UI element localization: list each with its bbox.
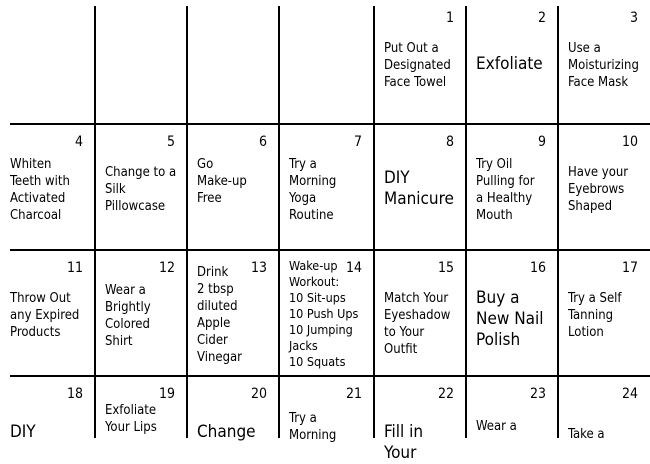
calendar-empty-cell <box>279 0 374 124</box>
day-number: 6 <box>258 134 267 150</box>
calendar-day-cell <box>374 376 466 463</box>
calendar-day-cell <box>187 250 279 376</box>
day-task-text: Exfoliate Your Lips <box>105 403 157 435</box>
calendar-day-cell <box>558 250 650 376</box>
day-task-text: Try a Morning Yoga Routine <box>289 157 337 223</box>
calendar-empty-cell <box>0 0 95 124</box>
day-number: 4 <box>74 134 83 150</box>
calendar-day-cell <box>187 124 279 250</box>
day-number: 5 <box>166 134 175 150</box>
day-number: 22 <box>437 386 454 402</box>
day-number: 10 <box>621 134 638 150</box>
calendar-day-cell <box>95 376 187 438</box>
calendar-day-cell <box>279 376 374 443</box>
day-task-text: Whiten Teeth with Activated Charcoal <box>10 157 70 223</box>
calendar-empty-cell <box>95 0 187 124</box>
day-task-text: Try a Morning <box>289 411 337 443</box>
calendar-day-cell <box>279 250 374 376</box>
day-number: 16 <box>529 260 546 276</box>
day-number: 13 <box>250 260 267 276</box>
day-task-text: DIY Manicure <box>384 168 454 209</box>
day-number: 15 <box>437 260 454 276</box>
day-task-text: Have your Eyebrows Shaped <box>568 165 629 214</box>
day-number: 19 <box>158 386 175 402</box>
day-number: 3 <box>629 10 638 26</box>
calendar-day-cell <box>0 376 95 442</box>
day-number: 2 <box>537 10 546 26</box>
calendar-day-cell <box>466 124 558 250</box>
day-number: 18 <box>66 386 83 402</box>
day-task-text: Go Make-up Free <box>197 157 247 206</box>
calendar-day-cell <box>0 124 95 250</box>
day-task-text: Wake-up Workout: 10 Sit-ups 10 Push Ups 10 Jumping Jacks 10 Squats <box>289 258 359 369</box>
day-task-text: Try Oil Pulling for a Healthy Mouth <box>476 157 535 223</box>
calendar-day-cell <box>187 376 279 442</box>
day-number: 20 <box>250 386 267 402</box>
day-task-text: Change to a Silk Pillowcase <box>105 165 177 214</box>
day-task-text: Try a Self Tanning Lotion <box>568 291 622 340</box>
day-task-text: Take a <box>568 427 605 442</box>
calendar-day-cell <box>279 124 374 250</box>
day-number: 1 <box>445 10 454 26</box>
day-number: 7 <box>353 134 362 150</box>
day-number: 23 <box>529 386 546 402</box>
calendar-day-cell <box>374 0 466 124</box>
calendar-day-cell <box>466 0 558 124</box>
calendar-day-cell <box>95 250 187 376</box>
day-task-text: Wear a Brightly Colored Shirt <box>105 283 151 349</box>
day-task-text: Use a Moisturizing Face Mask <box>568 41 639 90</box>
day-task-text: Wear a <box>476 419 517 434</box>
day-number: 21 <box>345 386 362 402</box>
day-number: 14 <box>345 260 362 276</box>
calendar-day-cell <box>374 124 466 250</box>
calendar-day-cell <box>466 376 558 438</box>
day-task-text: Buy a New Nail Polish <box>476 288 544 350</box>
day-number: 24 <box>621 386 638 402</box>
day-number: 8 <box>445 134 454 150</box>
day-task-text: Exfoliate <box>476 54 543 74</box>
day-number: 12 <box>158 260 175 276</box>
day-task-text: Throw Out any Expired Products <box>10 291 80 340</box>
day-task-text: Fill in Your <box>384 422 424 463</box>
day-task-text: Put Out a Designated Face Towel <box>384 41 451 90</box>
day-task-text: Change <box>197 422 256 442</box>
calendar-day-cell <box>0 250 95 376</box>
calendar-day-cell <box>95 124 187 250</box>
calendar-day-cell <box>558 124 650 250</box>
calendar-day-cell <box>558 0 650 124</box>
day-task-text: Match Your Eyeshadow to Your Outfit <box>384 291 451 357</box>
day-number: 17 <box>621 260 638 276</box>
day-number: 11 <box>66 260 83 276</box>
calendar-empty-cell <box>187 0 279 124</box>
day-task-text: Drink 2 tbsp diluted Apple Cider Vinegar <box>197 265 242 365</box>
calendar-day-cell <box>374 250 466 376</box>
day-task-text: DIY <box>10 422 36 442</box>
day-number: 9 <box>537 134 546 150</box>
calendar-day-cell <box>466 250 558 376</box>
calendar-day-cell <box>558 376 650 442</box>
